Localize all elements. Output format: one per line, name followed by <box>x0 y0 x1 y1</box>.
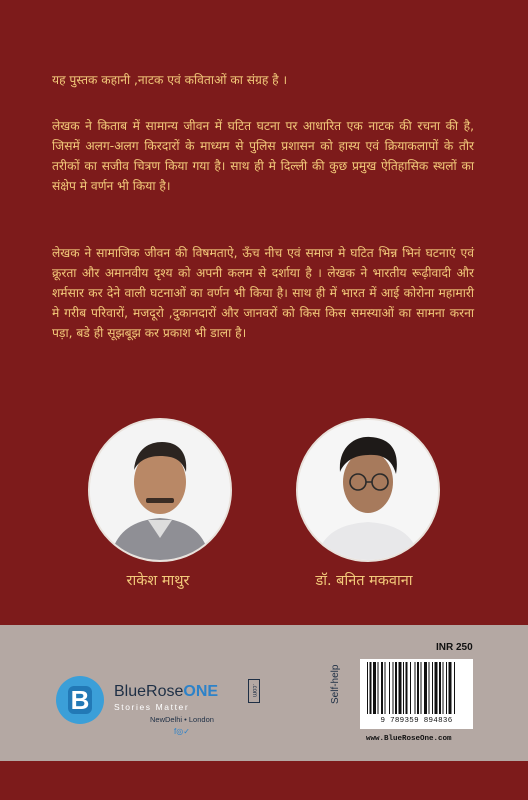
author-name-2: डॉ. बनित मकवाना <box>315 573 413 589</box>
barcode-bars-image <box>363 662 470 716</box>
description-paragraph-2: लेखक ने सामाजिक जीवन की विषमताऐ, ऊँच नीच एवं समाज मे घटित भिन्न भिनं घटनाएं एवं क्रूरता और अमानवीय दृश्य को अपनी कलम से दर्शाया है । लेखक ने भारतीय रूढ़ीवादी और शर्मसार कर देने वाली घटनाओं का वर्णन भी किया है। साथ ही में भारत में आई कोरोना महामारी मे गरीब परिवारों, मजदूरो ,दुकानदारों और जानवरों को किस किस समस्याओं का सामना करना पड़ा, बडे ही सूझबूझ कर प्रकाश भी डाला है। <box>52 246 474 340</box>
publisher-name: BlueRoseONE <box>114 683 219 700</box>
publisher-badge: .com <box>248 679 260 703</box>
social-icons: f◎✓ <box>174 727 190 736</box>
description-paragraph-1: लेखक ने किताब में सामान्य जीवन में घटित घटना पर आधारित एक नाटक की रचना की है, जिसमें अलग-अलग किरदारों के माध्यम से पुलिस प्रशासन को हास्य एवं क्रियाकलापों के तौर तरीकों का सजीव चित्रण किया गया है। साथ ही मे दिल्ली की कुछ प्रमुख ऐतिहासिक स्थलों का संक्षेप मे वर्णन भी किया है। <box>52 119 474 193</box>
genre-label: Self-help <box>330 664 341 704</box>
publisher-tagline: Stories Matter <box>114 702 190 712</box>
isbn-barcode <box>360 659 473 729</box>
intro-text: यह पुस्तक कहानी ,नाटक एवं कविताओं का संग्रह है । <box>52 73 288 87</box>
publisher-website: www.BlueRoseOne.com <box>366 735 452 743</box>
isbn-number: 9 789359 894836 <box>380 717 453 725</box>
publisher-logo-icon: B <box>56 676 104 724</box>
bottom-border <box>0 761 528 800</box>
author-photo-1 <box>88 418 232 562</box>
price-label: INR 250 <box>436 642 473 653</box>
publisher-locations: NewDelhi • London <box>150 715 214 724</box>
author-portrait-2-image <box>298 420 438 560</box>
author-portrait-1-image <box>90 420 230 560</box>
author-photo-2 <box>296 418 440 562</box>
author-name-1: राकेश माथुर <box>126 573 190 589</box>
